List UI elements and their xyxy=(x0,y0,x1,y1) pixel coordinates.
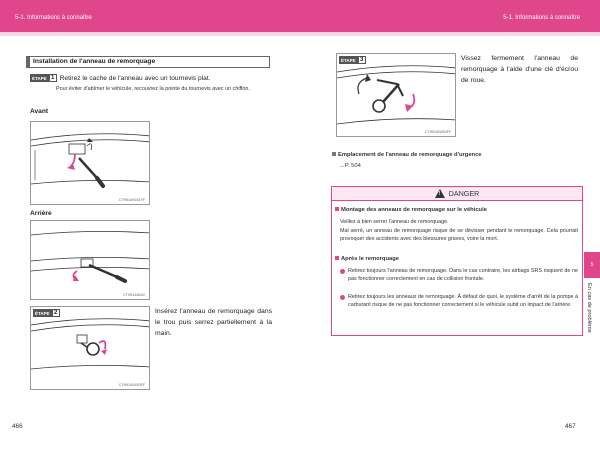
label-avant: Avant xyxy=(30,108,49,115)
step-2-text: Insérez l'anneau de remorquage dans le trou puis serrez partiellement à la main. xyxy=(155,308,272,337)
step-badge: ÉTAPE xyxy=(35,310,50,316)
rear-cover-illustration xyxy=(31,221,150,300)
danger-para-1: Veillez à bien serrer l'anneau de remorquage. xyxy=(340,219,449,225)
step-2 xyxy=(33,309,60,317)
emplacement-title: Emplacement de l'anneau de remorquage d'urgence xyxy=(332,152,482,158)
page-number-right: 467 xyxy=(565,423,576,430)
front-cover-illustration xyxy=(31,122,150,205)
step-3-text: Vissez fermement l'anneau de remorquage à l'aide d'une clé d'écrou de roue. xyxy=(461,55,578,84)
figure-code: CTH51AN002 xyxy=(123,293,145,297)
label-arriere: Arrière xyxy=(30,210,52,217)
step-badge: ÉTAPE xyxy=(32,75,47,81)
danger-subtitle-1: Montage des anneaux de remorquage sur le véhicule xyxy=(335,207,487,213)
step-badge: ÉTAPE xyxy=(341,57,356,63)
danger-bullet-2: Retirez toujours les anneaux de remorquage. À défaut de quoi, le système d'arrêt de la pompe à carburant risque de ne pas fonctionner correctement si le véhicule subit un impact de l'arrière. xyxy=(348,294,578,309)
danger-title: DANGER xyxy=(448,189,480,198)
header-left: 5-1. Informations à connaître xyxy=(15,15,92,21)
figure-code: CTH51AN003FF xyxy=(118,383,145,387)
danger-header xyxy=(332,187,582,201)
chapter-side-label xyxy=(585,283,599,353)
figure-tighten-ring xyxy=(336,53,456,137)
danger-box xyxy=(331,186,583,336)
figure-code: CTH51AN001FF xyxy=(118,198,145,202)
page-header xyxy=(0,0,600,32)
step-1-note: Pour éviter d'abîmer le véhicule, recouvrez la pointe du tournevis avec un chiffon. xyxy=(56,86,250,92)
figure-front-cover xyxy=(30,121,150,205)
danger-para-2: Mal serré, un anneau de remorquage risque de se dévisser pendant le remorquage. Cela pourrait provoquer des accidents avec des blessures graves, voire la mort. xyxy=(340,228,578,243)
step-number: 2 xyxy=(52,309,60,317)
warning-icon: ! xyxy=(435,189,445,198)
step-number: 1 xyxy=(49,74,57,82)
bullet-icon xyxy=(340,295,345,300)
bullet-icon xyxy=(340,269,345,274)
page-number-left: 466 xyxy=(12,423,23,430)
chapter-tab: 5 xyxy=(584,252,600,278)
step-3 xyxy=(339,56,366,64)
step-1-text: Retirez le cache de l'anneau avec un tournevis plat. xyxy=(59,74,211,82)
header-divider xyxy=(0,32,600,36)
header-right: 5-1. Informations à connaître xyxy=(503,15,580,21)
tighten-ring-illustration xyxy=(337,54,456,137)
step-number: 3 xyxy=(358,56,366,64)
emplacement-page-ref[interactable]: →P. 504 xyxy=(339,163,361,169)
danger-bullet-1: Retirez toujours l'anneau de remorquage. Dans le cas contraire, les airbags SRS risquent de ne pas fonctionner correctement en cas de collision frontale. xyxy=(348,268,578,283)
insert-ring-illustration xyxy=(31,307,150,390)
section-title: Installation de l'anneau de remorquage xyxy=(26,56,270,68)
figure-insert-ring xyxy=(30,306,150,390)
step-1 xyxy=(30,74,210,82)
chapter-side-text: En cas de problème xyxy=(586,283,592,333)
figure-code: CTH51AN004FF xyxy=(424,130,451,134)
figure-rear-cover xyxy=(30,220,150,300)
danger-subtitle-2: Après le remorquage xyxy=(335,256,399,262)
